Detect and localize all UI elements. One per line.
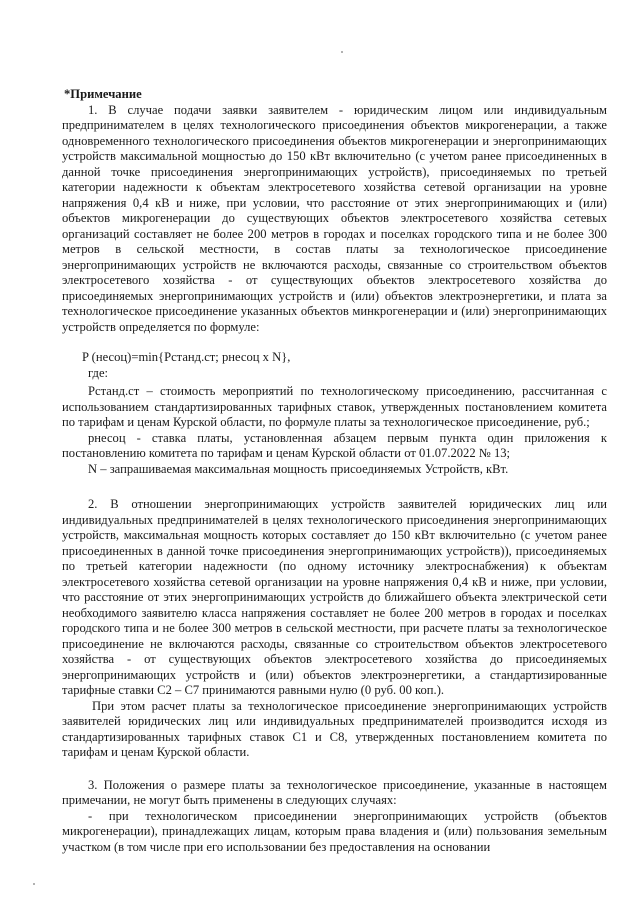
document-body — [62, 87, 607, 855]
scan-speck — [33, 883, 35, 885]
note-heading: *Примечание — [64, 87, 142, 101]
formula-where: где: — [88, 365, 109, 380]
note-item-2-continuation: При этом расчет платы за технологическое присоединение энергопринимающих устройств заявителей юридических лиц или индивидуальных предпринимателей производится исходя из стандартизированных тарифных ставок С1 и С8, утвержденных постановлением комитета по тарифам и ценам Курской области. — [62, 698, 607, 759]
note-item-3: 3. Положения о размере платы за технологическое присоединение, указанные в настоящем примечании, не могут быть применены в следующих случаях: — [62, 777, 607, 807]
scan-speck — [341, 51, 343, 53]
definition-pnesoc: pнесоц - ставка платы, установленная абзацем первым пункта один приложения к постановлению комитета по тарифам и ценам Курской области от 01.07.2022 № 13; — [62, 430, 607, 460]
definition-pstand: Рстанд.ст – стоимость мероприятий по технологическому присоединению, рассчитанная с использованием стандартизированных тарифных ставок, утвержденных постановлением комитета по тарифам и ценам Курской области, по формуле платы за технологическое присоединение, руб.; — [62, 384, 607, 429]
note-item-3-bullet: - при технологическом присоединении энергопринимающих устройств (объектов микрогенерации), принадлежащих лицам, которым права владения и (или) пользования земельным участком (в том числе при его использовании без предоставления на основании — [62, 808, 607, 854]
definition-n: N – запрашиваемая максимальная мощность присоединяемых Устройств, кВт. — [88, 461, 509, 476]
formula: P (несоц)=min{Рстанд.ст; pнесоц x N}, — [82, 350, 291, 364]
note-item-1: 1. В случае подачи заявки заявителем - юридическим лицом или индивидуальным предпринимателем в целях технологического присоединения объектов микрогенерации, а также одновременного технологического присоединения объектов микрогенерации и энергопринимающих устройств максимальной мощностью до 150 кВт включительно (с учетом ранее присоединенных в данной точке присоединения энергопринимающих устройств), присоединяемых по третьей категории надежности к объектам электросетевого хозяйства сетевой организации на уровне напряжения 0,4 кВ и ниже, при условии, что расстояние от этих энергопринимающих и (или) объектов микрогенерации до существующих объектов электросетевого хозяйства сетевых организаций составляет не более 200 метров в городах и поселках городского типа и не более 300 метров в сельской местности, в состав платы за технологическое присоединение энергопринимающих устройств не включаются расходы, связанные со строительством объектов электросетевого хозяйства - от существующих объектов электросетевого хозяйства до присоединяемых энергопринимающих устройств и (или) объектов электроэнергетики, и плата за технологическое присоединение указанных объектов минкрогенерации и (или) энергопринимающих устройств определяется по формуле: — [62, 102, 607, 334]
note-item-2: 2. В отношении энергопринимающих устройств заявителей юридических лиц или индивидуальных предпринимателей в целях технологического присоединения энергопринимающих устройств, максимальная мощность которых составляет до 150 кВт включительно (с учетом ранее присоединенных в данной точке присоединения энергопринимающих устройств)), присоединяемых по третьей категории надежности (по одному источнику электроснабжения) к объектам электросетевого хозяйства сетевой организации на уровне напряжения 0,4 кВ и ниже, при условии, что расстояние от этих энергопринимающих устройств до ближайшего объекта электрической сети необходимого заявителю класса напряжения составляет не более 200 метров в городах и поселках городского типа и не более 300 метров в сельской местности, при расчете платы за технологическое присоединение не включаются расходы, связанные со строительством объектов электросетевого хозяйства - от существующих объектов электросетевого хозяйства до присоединяемых энергопринимающих устройств и (или) объектов электроэнергетики, а стандартизированные тарифные ставки С2 – С7 принимаются равными нулю (0 руб. 00 коп.). — [62, 497, 607, 697]
